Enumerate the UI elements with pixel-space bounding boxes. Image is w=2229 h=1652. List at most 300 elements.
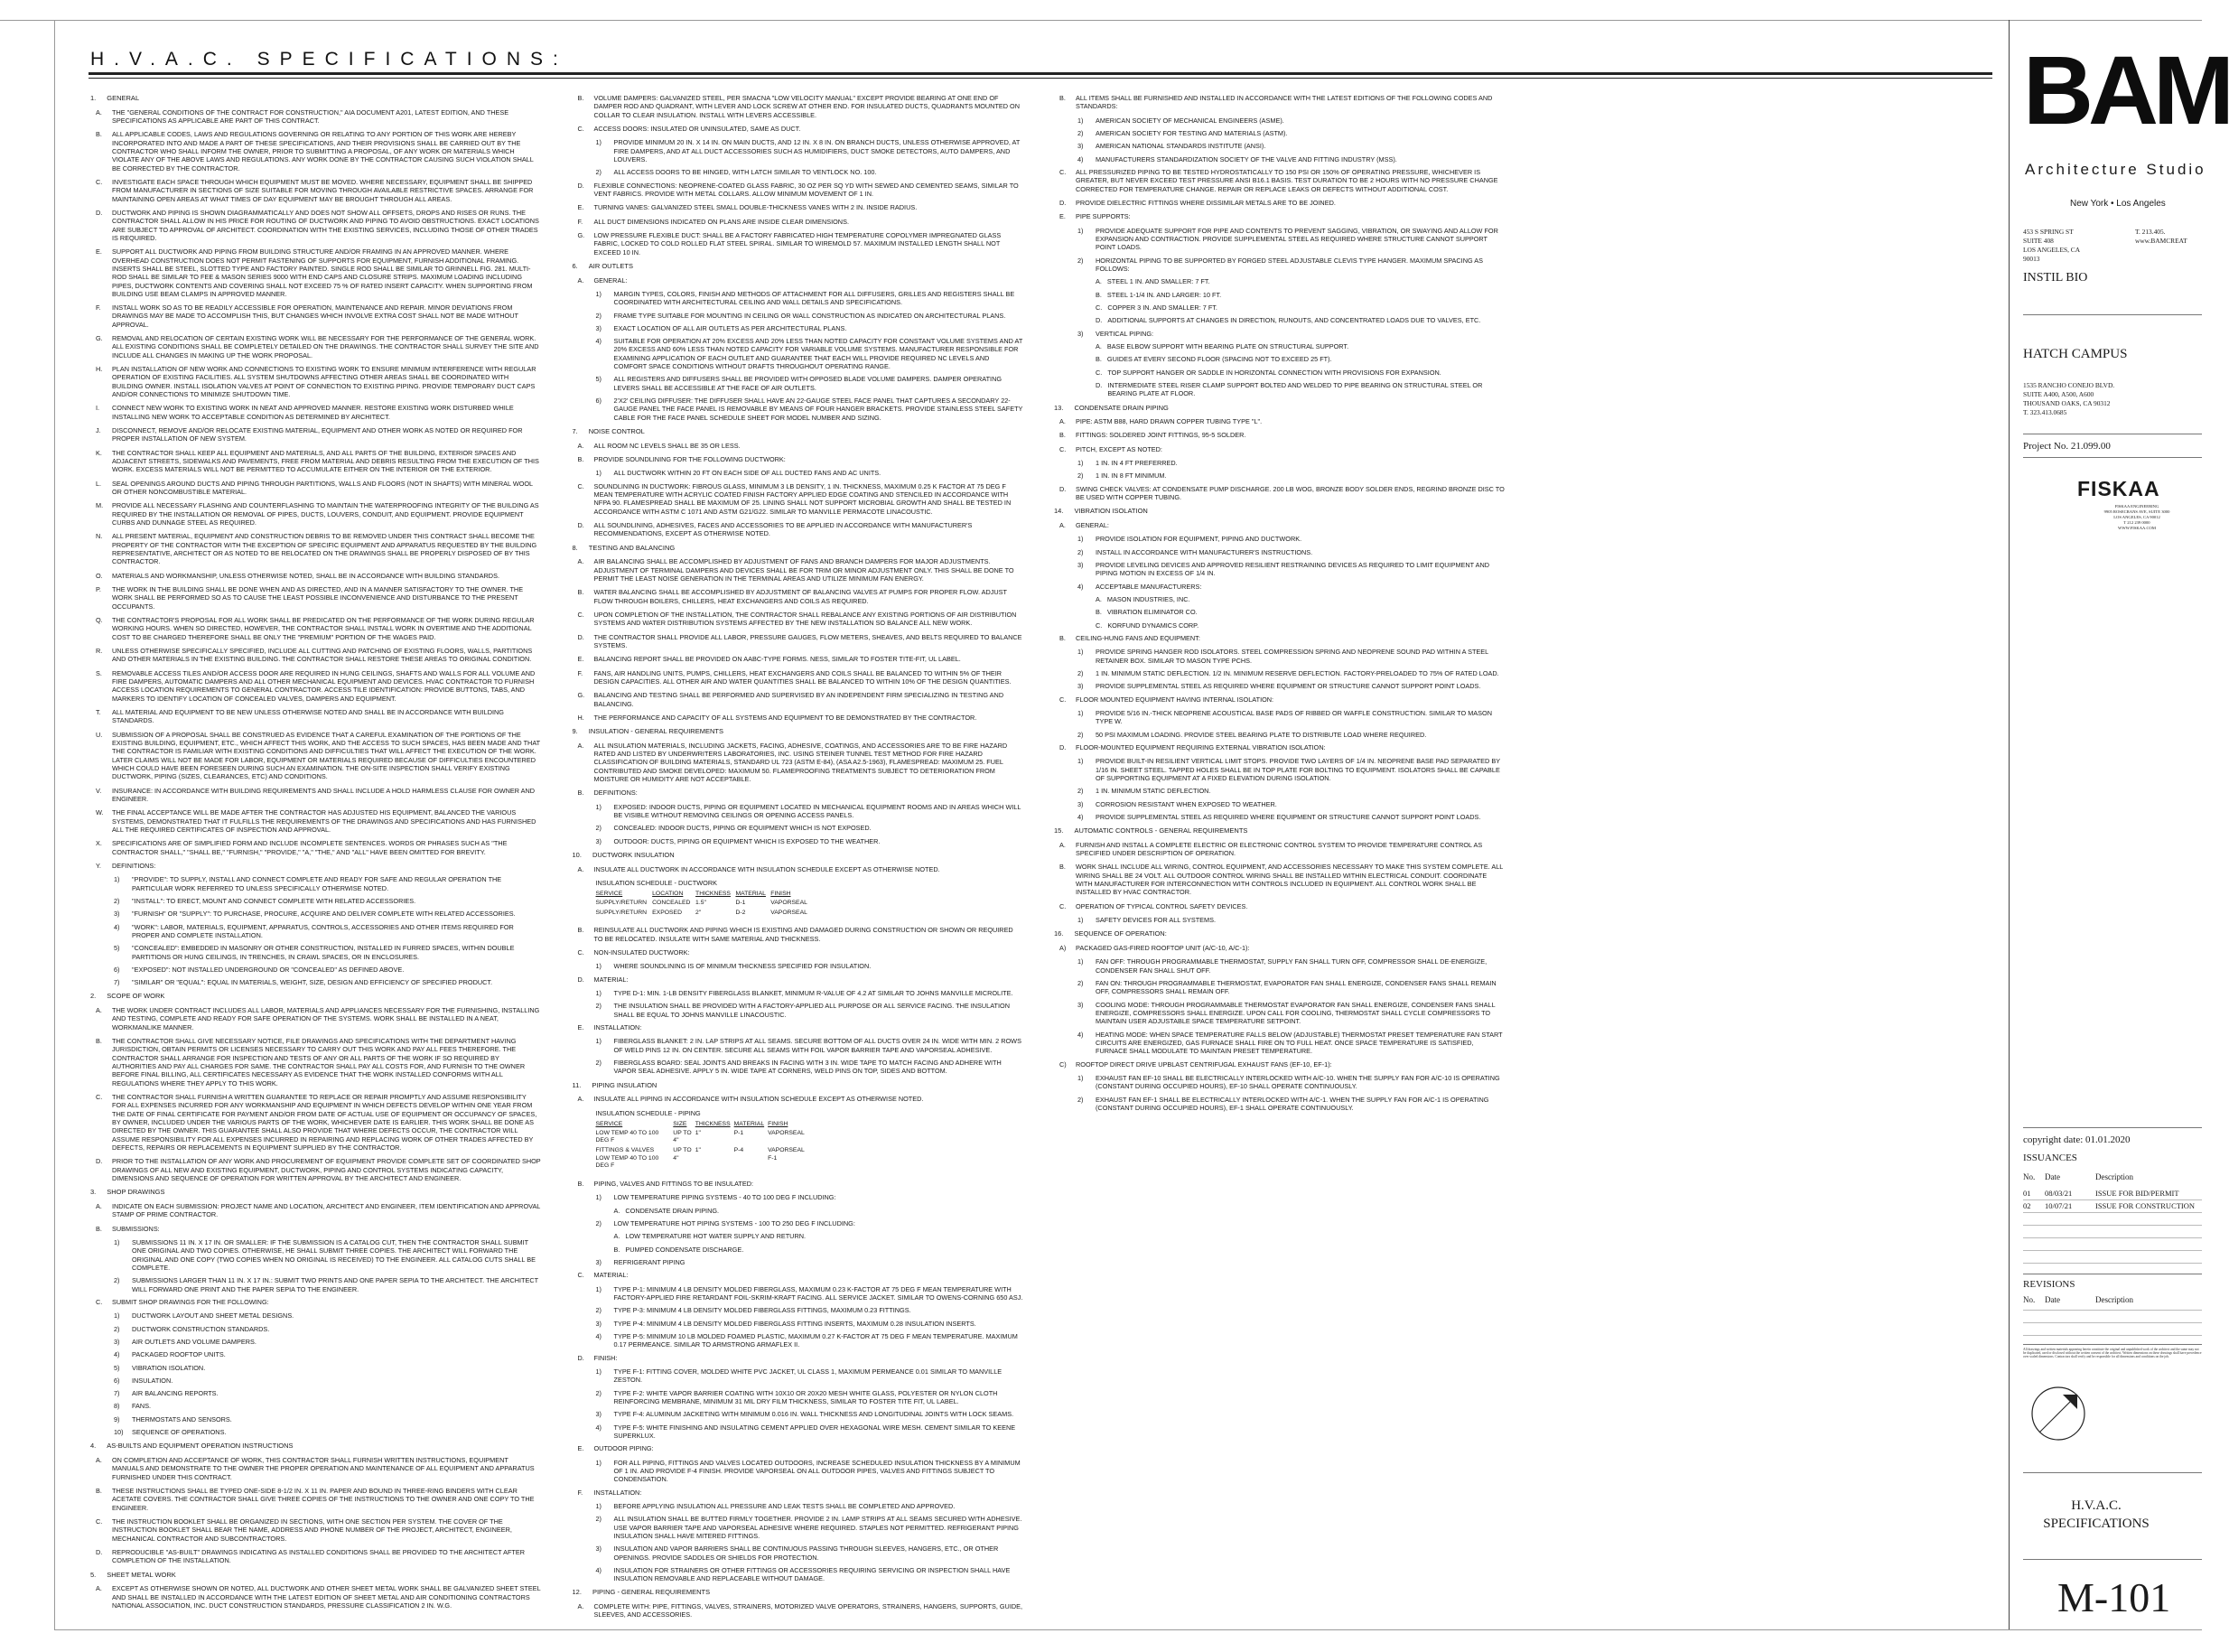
spec-item bbox=[96, 1298, 542, 1306]
spec-subitem bbox=[1077, 129, 1506, 137]
spec-subitem-text: 1 IN. MINIMUM STATIC DEFLECTION. bbox=[1096, 787, 1211, 796]
section-title: DUCTWORK INSULATION bbox=[592, 851, 675, 860]
spec-subitem-label: 3) bbox=[1077, 799, 1084, 808]
spec-subitem bbox=[114, 1377, 542, 1385]
schedule-cell: D-1 bbox=[735, 899, 746, 906]
spec-subsubitem-label: C. bbox=[1096, 303, 1103, 312]
spec-item-text: ALL DUCT DIMENSIONS INDICATED ON PLANS ARE INSIDE CLEAR DIMENSIONS. bbox=[593, 217, 849, 226]
spec-item-label: A. bbox=[96, 1584, 102, 1593]
spec-subitem-label: 2) bbox=[1077, 668, 1084, 677]
spec-item bbox=[96, 808, 542, 834]
page-title: H.V.A.C. SPECIFICATIONS: bbox=[90, 49, 568, 70]
spec-item bbox=[1059, 841, 1506, 858]
spec-subitem bbox=[114, 1364, 542, 1372]
spec-subitem-text: PROVIDE MINIMUM 20 IN. X 14 IN. ON MAIN DUCTS, AND 12 IN. X 8 IN. ON BRANCH DUCTS, UNLESS OTHERWISE APPROVED, AT FIRE DAMPERS, AND AT ALL DUCT ACCESSORIES SUCH AS HUMIDIFIERS, DUCT SMOKE DETECTORS, AUTO DAMPERS, AND LOUVERS. bbox=[613, 138, 1021, 163]
engineer-info: FISKAA ENGINEERING 9905 ROSECRANS AVE, SUITE 3000 LOS ANGELES, CA 90012 T 212 239 0000 WWW.FISKAA.COM bbox=[2103, 504, 2170, 530]
spec-subitem-label: 3) bbox=[595, 1257, 602, 1266]
spec-subitem-text: 2'X2' CEILING DIFFUSER: THE DIFFUSER SHALL HAVE AN 22-GAUGE STEEL FACE PANEL THAT CAPTURES A SECONDARY 22-GAUGE PANEL THE FACE PANEL IS REMOVABLE BY MEANS OF FOUR HANGER BRACKETS. PROVIDE STAINLESS STEEL SAFETY CABLE FOR THE FACE PANEL SCHEDULE SHEET FOR MODEL NUMBER AND SIZING. bbox=[613, 397, 1023, 422]
spec-item bbox=[578, 442, 1024, 450]
spec-subitem-label: 2) bbox=[1077, 256, 1084, 265]
spec-item-label: F. bbox=[577, 668, 583, 677]
spec-subsubitem-label: C. bbox=[1096, 368, 1103, 377]
spec-item bbox=[578, 789, 1024, 797]
schedule-cell: LOW TEMP 40 TO 100 DEG F bbox=[595, 1129, 659, 1144]
spec-item-text: PACKAGED GAS-FIRED ROOFTOP UNIT (A/C-10, A/C-1): bbox=[1076, 944, 1250, 953]
spec-subitem-label: 1) bbox=[595, 1284, 602, 1293]
spec-subitem-text: EXPOSED: INDOOR DUCTS, PIPING OR EQUIPMENT LOCATED IN MECHANICAL EQUIPMENT ROOMS AND IN AREAS WHICH WILL BE VISIBLE WITHOUT REMOVING CEILINGS OR OPENING ACCESS PANELS. bbox=[613, 802, 1021, 820]
spec-item-text: OPERATION OF TYPICAL CONTROL SAFETY DEVICES. bbox=[1076, 901, 1248, 910]
spec-item-text: FLOOR-MOUNTED EQUIPMENT REQUIRING EXTERNAL VIBRATION ISOLATION: bbox=[1076, 742, 1326, 751]
spec-subitem-label: 1) bbox=[1077, 916, 1084, 925]
spec-item bbox=[578, 865, 1024, 873]
section-number: 11. bbox=[572, 1080, 582, 1089]
issuance-row bbox=[2023, 1189, 2202, 1198]
spec-subitem-text: ALL DUCTWORK WITHIN 20 FT ON EACH SIDE OF ALL DUCTED FANS AND AC UNITS. bbox=[613, 469, 881, 478]
spec-item-text: PROVIDE ALL NECESSARY FLASHING AND COUNTERFLASHING TO MAINTAIN THE WATERPROOFING INTEGRITY OF THE BUILDING AS REQUIRED BY THE INSTALLATION OR REMOVAL OF PIPES, DUCTS, LOUVERS, CONDUIT, AND EQUIPMENT. PROVIDE EQUIPMENT CURBS AND DUNNAGE STEEL AS REQUIRED. bbox=[112, 501, 539, 527]
spec-item-text: MATERIALS AND WORKMANSHIP, UNLESS OTHERWISE NOTED, SHALL BE IN ACCORDANCE WITH BUILDING STANDARDS. bbox=[112, 571, 499, 580]
spec-item-text: ALL MATERIAL AND EQUIPMENT TO BE NEW UNLESS OTHERWISE NOTED AND SHALL BE IN ACCORDANCE WITH BUILDING STANDARDS. bbox=[112, 707, 504, 725]
spec-subitem-label: 8) bbox=[114, 1402, 120, 1411]
spec-item-label: A. bbox=[1059, 840, 1066, 849]
schedule-cell: 2" bbox=[695, 909, 702, 916]
section-title: GENERAL bbox=[107, 94, 140, 102]
schedule-cell: VAPORSEAL bbox=[770, 899, 807, 906]
spec-subitem-text: FAN OFF: THROUGH PROGRAMMABLE THERMOSTAT, SUPPLY FAN SHALL TURN OFF, COMPRESSOR SHALL DE-ENERGIZE, CONDENSER FAN SHALL SHUT OFF. bbox=[1096, 957, 1488, 975]
spec-item-label: A. bbox=[577, 1602, 584, 1611]
spec-item bbox=[1059, 168, 1506, 193]
spec-item bbox=[96, 209, 542, 242]
spec-item-text: FINISH: bbox=[593, 1353, 618, 1362]
spec-item-text: PROVIDE DIELECTRIC FITTINGS WHERE DISSIMILAR METALS ARE TO BE JOINED. bbox=[1076, 198, 1336, 207]
spec-subsubitem-text: CONDENSATE DRAIN PIPING. bbox=[625, 1206, 720, 1215]
spec-subitem bbox=[596, 312, 1024, 320]
spec-subitem-label: 4) bbox=[1077, 582, 1084, 591]
spec-subitem bbox=[596, 1423, 1024, 1441]
spec-item-label: I. bbox=[96, 404, 100, 413]
spec-item-text: GENERAL: bbox=[593, 275, 628, 285]
spec-subitem bbox=[114, 1276, 542, 1293]
issuance-no: 02 bbox=[2023, 1201, 2031, 1210]
title-block-rule bbox=[2023, 1127, 2202, 1128]
section-heading bbox=[573, 262, 1024, 271]
title-block-rule bbox=[2023, 314, 2202, 315]
spec-item-text: THE FINAL ACCEPTANCE WILL BE MADE AFTER THE CONTRACTOR HAS ADJUSTED HIS EQUIPMENT, BALANCED THE VARIOUS SYSTEMS, DEMONSTRATED THAT IT FULFILLS THE REQUIREMENTS OF THE DRAWINGS AND SPECIFICATIONS AND HAS FURNISHED ALL THE REQUIRED CERTIFICATES OF INSPECTION AND APPROVAL. bbox=[112, 808, 536, 834]
spec-subitem bbox=[596, 824, 1024, 832]
spec-subitem-text: AMERICAN SOCIETY FOR TESTING AND MATERIALS (ASTM). bbox=[1096, 128, 1288, 137]
spec-subitem-text: HORIZONTAL PIPING TO BE SUPPORTED BY FORGED STEEL ADJUSTABLE CLEVIS TYPE HANGER. MAXIMUM SPACING AS FOLLOWS: bbox=[1096, 256, 1483, 273]
spec-subitem-label: 1) bbox=[1077, 226, 1084, 235]
spec-subitem bbox=[114, 1325, 542, 1333]
spec-item-text: DUCTWORK AND PIPING IS SHOWN DIAGRAMMATICALLY AND DOES NOT SHOW ALL OFFSETS, DROPS AND RISES OR RUNS. THE CONTRACTOR SHALL ALLOW IN HIS PRICE FOR ROUTING OF DUCTWORK AND PIPING TO AVOID OBSTRUCTIONS. EXACT LOCATIONS ARE SUBJECT TO APPROVAL OF ARCHITECT. COORDINATION WITH THE EXISTING SERVICES, INCLUDING THOSE OF OTHER TRADES IS REQUIRED. bbox=[112, 208, 539, 242]
spec-subsubitem-text: TOP SUPPORT HANGER OR SADDLE IN HORIZONTAL CONNECTION WITH PROVISIONS FOR EXPANSION. bbox=[1107, 368, 1441, 377]
spec-subitem bbox=[596, 290, 1024, 307]
spec-item-label: D. bbox=[96, 1548, 103, 1557]
spec-section bbox=[90, 1442, 542, 1564]
spec-subitem bbox=[596, 1459, 1024, 1484]
spec-subsubitem-text: MASON INDUSTRIES, INC. bbox=[1106, 594, 1190, 603]
spec-subitem-label: 3) bbox=[1077, 142, 1084, 151]
spec-item bbox=[578, 482, 1024, 516]
disclaimer-text: All drawings and written materials appearing herein constitute the original and unpublished work of the architect and the same may not be duplicated, used or disclosed without the written consent of the architect. Written dimensions on these drawings shall have precedence over scaled dimensions. Contractors shall verify and be responsible for all dimensions and conditions on the job. bbox=[2023, 1348, 2202, 1359]
spec-item-label: B. bbox=[96, 1487, 102, 1496]
spec-item-label: A. bbox=[577, 441, 584, 450]
schedule-header: THICKNESS bbox=[695, 891, 731, 898]
spec-item-label: L. bbox=[96, 479, 102, 488]
spec-subitem bbox=[114, 1402, 542, 1410]
spec-subitem bbox=[1077, 142, 1506, 150]
spec-subitem-text: LOW TEMPERATURE HOT PIPING SYSTEMS - 100 TO 250 DEG F INCLUDING: bbox=[613, 1218, 855, 1227]
spec-subsubitem-label: C. bbox=[1096, 621, 1103, 630]
spec-subitem-text: FAN ON: THROUGH PROGRAMMABLE THERMOSTAT, EVAPORATOR FAN SHALL ENERGIZE, CONDENSER FANS SHALL REMAIN OFF, COMPRESSORS SHALL REMAIN OFF. bbox=[1096, 979, 1497, 996]
spec-subitem-label: 4) bbox=[114, 1350, 120, 1359]
spec-item-text: INSTALLATION: bbox=[593, 1022, 642, 1031]
spec-item-text: THE WORK UNDER CONTRACT INCLUDES ALL LABOR, MATERIALS AND APPLIANCES NECESSARY FOR THE FURNISHING, INSTALLING AND TESTING, COMPLETE AND READY FOR SAFE OPERATION OF THE SYSTEMS. WORK SHALL BE INSTALLED IN A NEAT, WORKMANLIKE MANNER. bbox=[112, 1006, 540, 1031]
spec-subitem bbox=[596, 1515, 1024, 1540]
spec-subitem-label: 3) bbox=[595, 1410, 602, 1419]
spec-item-label: A. bbox=[577, 557, 584, 566]
spec-item-label: F. bbox=[577, 217, 583, 226]
spec-subitem-label: 3) bbox=[595, 836, 602, 845]
spec-item bbox=[1059, 94, 1506, 111]
spec-item-text: ON COMPLETION AND ACCEPTANCE OF WORK, THIS CONTRACTOR SHALL FURNISH WRITTEN INSTRUCTIONS, EQUIPMENT MANUALS AND DEMONSTRATE TO THE OWNER THE PROPER OPERATION AND MAINTENANCE OF ALL EQUIPMENT AND APPARATUS FURNISHED UNDER THIS CONTRACT. bbox=[112, 1456, 535, 1481]
spec-item-label: U. bbox=[96, 730, 103, 739]
spec-item bbox=[96, 1202, 542, 1219]
section-number: 16. bbox=[1054, 929, 1064, 938]
spec-item bbox=[578, 1023, 1024, 1031]
spec-item-text: ALL PRESSURIZED PIPING TO BE TESTED HYDROSTATICALLY TO 150 PSI OR 150% OF OPERATING PRESSURE, WHICHEVER IS GREATER, BUT NEVER EXCEED TEST PRESSURE ANSI B16.1 BASIS. TEST DURATION TO BE 2 HOURS WITH NO PRESSURE CHANGE CORRECTED FOR TEMPERATURE CHANGE. REPAIR OR REPLACE LEAKS OR DEFECTS WITHOUT ADDITIONAL COST. bbox=[1076, 167, 1498, 193]
firm-subtitle: Architecture Studio bbox=[2025, 161, 2206, 178]
spec-item-label: C. bbox=[577, 1271, 584, 1280]
col-description: Description bbox=[2095, 1172, 2133, 1181]
spec-item-text: THE CONTRACTOR'S PROPOSAL FOR ALL WORK SHALL BE PREDICATED ON THE PERFORMANCE OF THE WORK DURING REGULAR WORKING HOURS. WHEN SO DIRECTED, HOWEVER, THE CONTRACTOR SHALL INSTALL WORK IN OVERTIME AND THE ADDITIONAL COST TO BE CHARGED THEREFORE SHALL BE ONLY THE "PREMIUM" PORTION OF THE WAGES PAID. bbox=[112, 616, 535, 641]
schedule-cell: VAPORSEAL bbox=[770, 909, 807, 916]
section-heading bbox=[573, 544, 1024, 553]
spec-item bbox=[1059, 944, 1506, 952]
spec-subitem-label: 1) bbox=[595, 1193, 602, 1202]
section-number: 13. bbox=[1054, 403, 1064, 412]
spec-subitem-text: 1 IN. MINIMUM STATIC DEFLECTION. 1/2 IN. MINIMUM RESERVE DEFLECTION. FACTORY-PRELOADED TO 75% OF RATED LOAD. bbox=[1096, 668, 1499, 677]
spec-item bbox=[96, 449, 542, 474]
spec-subsubitem-text: KORFUND DYNAMICS CORP. bbox=[1107, 621, 1199, 630]
spec-item-label: A. bbox=[577, 275, 584, 285]
spec-subitem-label: 1) bbox=[595, 1367, 602, 1376]
spec-section bbox=[1054, 929, 1506, 1112]
sheet-border-left bbox=[54, 20, 55, 1629]
spec-subitem-label: 2) bbox=[114, 896, 120, 905]
spec-subsubitem bbox=[1096, 303, 1506, 312]
schedule-header: FINISH bbox=[770, 891, 791, 898]
schedule-row bbox=[596, 1147, 813, 1172]
spec-subitem-label: 2) bbox=[595, 311, 602, 320]
insulation-schedule-table bbox=[596, 891, 813, 919]
section-title: SHEET METAL WORK bbox=[107, 1570, 176, 1579]
spec-item-text: PITCH, EXCEPT AS NOTED: bbox=[1076, 444, 1162, 453]
spec-subitem-text: VIBRATION ISOLATION. bbox=[132, 1363, 206, 1372]
issuance-no: 01 bbox=[2023, 1189, 2031, 1198]
spec-item bbox=[96, 334, 542, 359]
spec-subitem bbox=[596, 989, 1024, 997]
spec-subitem-text: "INSTALL": TO ERECT, MOUNT AND CONNECT COMPLETE WITH RELATED ACCESSORIES. bbox=[132, 896, 416, 905]
spec-item-label: D. bbox=[577, 521, 584, 529]
spec-item-label: W. bbox=[96, 808, 104, 817]
spec-item-label: B. bbox=[96, 1224, 102, 1233]
section-number: 1. bbox=[90, 94, 97, 102]
schedule-header: LOCATION bbox=[652, 891, 684, 898]
spec-subsubitem-label: B. bbox=[1096, 290, 1102, 299]
spec-subitem-label: 2) bbox=[595, 168, 602, 177]
spec-subitem-label: 1) bbox=[1077, 648, 1084, 657]
schedule-row bbox=[596, 1130, 813, 1147]
spec-item-label: E. bbox=[96, 247, 102, 257]
spec-item-text: OUTDOOR PIPING: bbox=[593, 1444, 654, 1453]
spec-subsubitem-label: B. bbox=[613, 1245, 620, 1254]
section-heading bbox=[573, 1588, 1024, 1597]
spec-item-label: B. bbox=[1059, 633, 1066, 642]
spec-item bbox=[1059, 445, 1506, 453]
spec-section bbox=[573, 544, 1024, 723]
spec-item-text: REINSULATE ALL DUCTWORK AND PIPING WHICH IS EXISTING AND DAMAGED DURING CONSTRUCTION OR SHOWN OR REQUIRED TO BE RELOCATED. INSULATE WITH SAME MATERIAL AND THICKNESS. bbox=[593, 926, 1013, 943]
spec-subitem bbox=[1077, 669, 1506, 677]
spec-subitem bbox=[1077, 979, 1506, 996]
spec-section bbox=[90, 1188, 542, 1436]
spec-item bbox=[96, 1517, 542, 1543]
spec-subitem-text: COOLING MODE: THROUGH PROGRAMMABLE THERMOSTAT EVAPORATOR FAN SHALL ENERGIZE, CONDENSER FANS SHALL ENERGIZE, COMPRESSORS SHALL ENERGIZE. UPON CALL FOR COOLING, THERMOSTAT SHALL CYCLE COMPRESSORS TO MAINTAIN USER ADJUSTABLE SPACE TEMPERATURE SETPOINT. bbox=[1096, 1000, 1496, 1026]
spec-item-label: B. bbox=[1059, 431, 1066, 440]
spec-item bbox=[578, 948, 1024, 957]
spec-subitem-label: 4) bbox=[595, 1565, 602, 1574]
spec-subitem-text: FIBERGLASS BOARD: SEAL JOINTS AND BREAKS IN FACING WITH 3 IN. WIDE TAPE TO MATCH FACING AND ADHERE WITH VAPOR SEAL ADHESIVE. APPLY 5 IN. WIDE TAPE AT CORNERS, WELD PINS ON TOP, SIDES AND BOTTOM. bbox=[613, 1058, 1002, 1076]
client-name: INSTIL BIO bbox=[2023, 271, 2088, 285]
spec-item-label: H. bbox=[96, 365, 103, 374]
section-heading bbox=[573, 727, 1024, 736]
spec-subsubitem-label: A. bbox=[613, 1206, 620, 1215]
spec-item-label: A. bbox=[1059, 521, 1066, 530]
spec-item-text: INVESTIGATE EACH SPACE THROUGH WHICH EQUIPMENT MUST BE MOVED. WHERE NECESSARY, EQUIPMENT SHALL BE SHIPPED FROM MANUFACTURER IN SECTIONS OF SIZE SUITABLE FOR MOVING THROUGH AVAILABLE RESTRICTIVE SPACES. ARRANGE FOR MAINTAINING OPEN AREAS AT WHAT TIMES OF DAY EQUIPMENT MAY BE BROUGHT THROUGH ALL AREAS. bbox=[112, 177, 534, 203]
schedule-header: SIZE bbox=[673, 1120, 687, 1127]
spec-subitem-text: INSULATION FOR STRAINERS OR OTHER FITTINGS OR ACCESSORIES REQUIRING SERVICING OR INSPECTION SHALL HAVE INSULATION REMOVABLE AND REPLACEABLE WITHOUT DAMAGE. bbox=[613, 1565, 1011, 1583]
copyright-date: copyright date: 01.01.2020 bbox=[2023, 1134, 2131, 1145]
spec-item bbox=[578, 1180, 1024, 1188]
spec-subsubitem-text: ADDITIONAL SUPPORTS AT CHANGES IN DIRECTION, RUNOUTS, AND CONCENTRATED LOADS DUE TO VALVES, ETC. bbox=[1107, 316, 1481, 325]
spec-subitem-text: MARGIN TYPES, COLORS, FINISH AND METHODS OF ATTACHMENT FOR ALL DIFFUSERS, GRILLES AND REGISTERS SHALL BE COORDINATED WITH ARCHITECTURAL CEILING AND WALL DETAILS AND SPECIFICATIONS. bbox=[613, 289, 1015, 307]
spec-item bbox=[96, 1456, 542, 1481]
spec-subitem-label: 4) bbox=[114, 922, 120, 931]
spec-subitem-text: 50 PSI MAXIMUM LOADING. PROVIDE STEEL BEARING PLATE TO DISTRIBUTE LOAD WHERE REQUIRED. bbox=[1096, 730, 1427, 739]
spec-subitem-label: 1) bbox=[1077, 116, 1084, 125]
spec-subitem bbox=[596, 324, 1024, 332]
spec-item-label: H. bbox=[577, 713, 584, 722]
spec-subitem-label: 10) bbox=[114, 1428, 124, 1437]
section-heading bbox=[90, 1188, 542, 1197]
col-no: No. bbox=[2023, 1295, 2036, 1304]
spec-item bbox=[96, 1157, 542, 1182]
spec-subitem-label: 3) bbox=[1077, 329, 1084, 338]
spec-item bbox=[1059, 863, 1506, 896]
spec-item-text: COMPLETE WITH: PIPE, FITTINGS, VALVES, STRAINERS, MOTORIZED VALVE OPERATORS, STRAINERS, HANGERS, SUPPORTS, GUIDE, SLEEVES, AND ACCESSORIES. bbox=[593, 1602, 1023, 1619]
spec-subitem bbox=[1077, 1031, 1506, 1056]
spec-item bbox=[96, 1487, 542, 1512]
schedule-header: MATERIAL bbox=[735, 891, 766, 898]
spec-item-label: C. bbox=[577, 610, 584, 619]
spec-item bbox=[578, 975, 1024, 984]
title-block bbox=[2023, 27, 2229, 1626]
project-number: Project No. 21.099.00 bbox=[2023, 441, 2111, 452]
spec-subitem-label: 1) bbox=[595, 138, 602, 147]
spec-subitem bbox=[1077, 731, 1506, 739]
spec-subitem bbox=[1077, 916, 1506, 924]
spec-item-label: A. bbox=[1059, 417, 1066, 426]
spec-item-text: WORK SHALL INCLUDE ALL WIRING, CONTROL EQUIPMENT, AND ACCESSORIES NECESSARY TO MAKE THIS SYSTEM COMPLETE. ALL WIRING SHALL BE 24 VOLT. ALL OUTDOOR CONTROL WIRING SHALL BE INSTALLED WITHIN ELECTRICAL CONDUIT. COORDINATE WITH MANUFACTURER FOR INTERCONNECTION WITH CONTROLS INCLUDED IN EQUIPMENT. ALL CONTROL WORK SHALL BE INSTALLED BY HVAC CONTRACTOR. bbox=[1076, 863, 1504, 897]
spec-item bbox=[96, 404, 542, 421]
spec-subitem bbox=[596, 138, 1024, 163]
section-heading bbox=[573, 851, 1024, 860]
spec-subitem bbox=[114, 923, 542, 940]
spec-subsubitem-label: A. bbox=[1096, 341, 1102, 350]
spec-item-text: FURNISH AND INSTALL A COMPLETE ELECTRIC OR ELECTRONIC CONTROL SYSTEM TO PROVIDE TEMPERATURE CONTROL AS SPECIFIED UNDER DESCRIPTION OF OPERATION. bbox=[1076, 840, 1483, 858]
spec-item-label: Y. bbox=[96, 861, 101, 870]
spec-item-text: SUBMISSIONS: bbox=[112, 1224, 160, 1233]
spec-item-label: C. bbox=[577, 124, 584, 133]
spec-item bbox=[578, 1271, 1024, 1279]
spec-subitem-label: 2) bbox=[595, 1515, 602, 1524]
spec-item-text: PRIOR TO THE INSTALLATION OF ANY WORK AND PROCUREMENT OF EQUIPMENT PROVIDE COMPLETE SET OF COORDINATED SHOP DRAWINGS OF ALL NEW AND EXISTING EQUIPMENT, DUCTWORK, PIPING AND CONTROL SYSTEMS INDICATING CAPACITY, DIMENSIONS AND SEQUENCE OF OPERATION FOR WRITTEN APPROVAL BY THE ARCHITECT AND ENGINEER. bbox=[112, 1157, 541, 1182]
spec-item-text: ACCESS DOORS: INSULATED OR UNINSULATED, SAME AS DUCT. bbox=[593, 124, 801, 133]
spec-item-text: PIPING, VALVES AND FITTINGS TO BE INSULATED: bbox=[593, 1180, 754, 1188]
spec-subitem bbox=[1077, 1001, 1506, 1026]
spec-item-label: C. bbox=[1059, 167, 1067, 176]
spec-subitem bbox=[114, 1389, 542, 1397]
schedule-cell: D-2 bbox=[735, 909, 746, 916]
spec-item-text: LOW PRESSURE FLEXIBLE DUCT: SHALL BE A FACTORY FABRICATED HIGH TEMPERATURE COPOLYMER IMPREGNATED GLASS FABRIC, LOCKED TO COLD ROLLED FLAT STEEL SPIRAL. SIMILAR TO WIREMOLD 57. MAXIMUM INSTALLED LENGTH SHALL NOT EXCEED 10 IN. bbox=[593, 230, 1002, 257]
spec-subsubitem bbox=[1096, 355, 1506, 363]
spec-subitem bbox=[1077, 330, 1506, 338]
spec-subsubitem-text: LOW TEMPERATURE HOT WATER SUPPLY AND RETURN. bbox=[625, 1232, 807, 1241]
spec-item-text: ALL ITEMS SHALL BE FURNISHED AND INSTALLED IN ACCORDANCE WITH THE LATEST EDITIONS OF THE FOLLOWING CODES AND STANDARDS: bbox=[1076, 94, 1493, 111]
spec-item-label: C. bbox=[1059, 444, 1067, 453]
spec-item-label: K. bbox=[96, 448, 102, 457]
spec-subitem-label: 1) bbox=[595, 1037, 602, 1046]
spec-item-text: INSTALLATION: bbox=[593, 1488, 642, 1497]
spec-subitem-text: AMERICAN SOCIETY OF MECHANICAL ENGINEERS (ASME). bbox=[1096, 116, 1284, 125]
spec-subitem bbox=[596, 375, 1024, 392]
section-number: 3. bbox=[90, 1188, 97, 1197]
spec-item bbox=[96, 1584, 542, 1610]
spec-item bbox=[1059, 431, 1506, 439]
spec-item-label: D. bbox=[577, 181, 584, 190]
spec-subitem bbox=[114, 944, 542, 961]
spec-item-label: C. bbox=[577, 481, 584, 490]
spec-item-label: A) bbox=[1059, 944, 1067, 953]
spec-item-text: SEAL OPENINGS AROUND DUCTS AND PIPING THROUGH PARTITIONS, WALLS AND FLOORS (NOT IN SHAFTS) WITH MINERAL WOOL OR OTHER NONCOMBUSTIBLE MATERIAL. bbox=[112, 479, 533, 497]
spec-item-label: C. bbox=[96, 1297, 103, 1306]
spec-subitem-label: 3) bbox=[1077, 1000, 1084, 1009]
spec-subitem-label: 2) bbox=[1077, 787, 1084, 796]
spec-subitem-label: 4) bbox=[1077, 1030, 1084, 1039]
section-number: 8. bbox=[572, 543, 578, 552]
section-title: VIBRATION ISOLATION bbox=[1074, 507, 1148, 516]
spec-subitem bbox=[596, 1502, 1024, 1510]
spec-item-label: C. bbox=[96, 177, 103, 186]
spec-section bbox=[90, 94, 542, 986]
spec-subitem-text: "SIMILAR" OR "EQUAL": EQUAL IN MATERIALS, WEIGHT, SIZE, DESIGN AND EFFICIENCY OF SPECIFIED PRODUCT. bbox=[132, 978, 493, 987]
spec-section bbox=[573, 851, 1024, 1076]
spec-subsubitem bbox=[1096, 621, 1506, 630]
spec-subitem-label: 4) bbox=[595, 1331, 602, 1340]
spec-subitem-label: 7) bbox=[114, 1389, 120, 1398]
spec-subitem-text: "CONCEALED": EMBEDDED IN MASONRY OR OTHER CONSTRUCTION, INSTALLED IN FURRED SPACES, WITHIN DOUBLE PARTITIONS OR HUNG CEILINGS, IN TRENCHES, IN CRAWL SPACES, OR IN ENCLOSURES. bbox=[132, 944, 515, 961]
section-number: 7. bbox=[572, 427, 578, 436]
spec-item bbox=[1059, 485, 1506, 502]
spec-subitem-text: HEATING MODE: WHEN SPACE TEMPERATURE FALLS BELOW (ADJUSTABLE) THERMOSTAT PRESET TEMPERATURE FAN START CIRCUITS ARE ENERGIZED, GAS FURNACE SHALL FIRE ON TO FULL HEAT. ONCE SPACE TEMPERATURE IS SATISFIED, FURNACE SHALL MODULATE TO MAINTAIN PRESET TEMPERATURE. bbox=[1096, 1030, 1503, 1056]
section-heading bbox=[573, 427, 1024, 436]
section-number: 6. bbox=[572, 261, 578, 270]
spec-item bbox=[96, 708, 542, 725]
spec-subitem bbox=[114, 1350, 542, 1358]
spec-subitem-text: "PROVIDE": TO SUPPLY, INSTALL AND CONNECT COMPLETE AND READY FOR SAFE AND REGULAR OPERATION THE PARTICULAR WORK REFERRED TO UNLESS SPECIFICALLY OTHERWISE NOTED. bbox=[132, 875, 502, 892]
spec-item bbox=[96, 130, 542, 173]
section-title: NOISE CONTROL bbox=[588, 427, 645, 436]
spec-item-label: B. bbox=[577, 789, 584, 798]
spec-item-text: INDICATE ON EACH SUBMISSION: PROJECT NAME AND LOCATION, ARCHITECT AND ENGINEER, ITEM IDENTIFICATION AND APPROVAL STAMP OF PRIME CONTRACTOR. bbox=[112, 1201, 541, 1219]
spec-item bbox=[96, 572, 542, 580]
spec-item-label: S. bbox=[96, 668, 102, 677]
spec-item-text: DEFINITIONS: bbox=[593, 789, 638, 798]
spec-subitem bbox=[596, 1258, 1024, 1266]
spec-item bbox=[96, 647, 542, 664]
spec-subitem-label: 3) bbox=[1077, 561, 1084, 569]
spec-item-text: THE PERFORMANCE AND CAPACITY OF ALL SYSTEMS AND EQUIPMENT TO BE DEMONSTRATED BY THE CONTRACTOR. bbox=[593, 713, 977, 722]
spec-item-label: C. bbox=[1059, 901, 1067, 910]
spec-subitem bbox=[596, 1059, 1024, 1076]
spec-item bbox=[578, 1489, 1024, 1497]
revisions-title: REVISIONS bbox=[2023, 1279, 2075, 1290]
title-underline-thin bbox=[89, 78, 1992, 79]
issuance-description: ISSUE FOR CONSTRUCTION bbox=[2095, 1201, 2196, 1210]
spec-subitem-text: INSULATION. bbox=[132, 1376, 173, 1385]
section-heading bbox=[1054, 507, 1506, 516]
spec-subitem-label: 5) bbox=[114, 1363, 120, 1372]
spec-item bbox=[578, 1354, 1024, 1362]
schedule-cell: 1.5" bbox=[695, 899, 706, 906]
title-block-rule bbox=[2023, 1344, 2202, 1345]
spec-subitem bbox=[596, 1002, 1024, 1019]
spec-subitem-label: 1) bbox=[1077, 757, 1084, 766]
spec-subitem-label: 3) bbox=[1077, 682, 1084, 691]
spec-item-text: INSULATE ALL DUCTWORK IN ACCORDANCE WITH INSULATION SCHEDULE EXCEPT AS OTHERWISE NOTED. bbox=[593, 864, 940, 873]
spec-subitem-text: TYPE F-2: WHITE VAPOR BARRIER COATING WITH 10X10 OR 20X20 MESH WHITE GLASS, POLYESTER OR NYLON CLOTH REINFORCING MEMBRANE, MINIMUM 31 MIL DRY FILM THICKNESS, SIMILAR TO FOSTER TITE FIT, UL LABEL. bbox=[613, 1388, 998, 1405]
schedule-header: MATERIAL bbox=[733, 1120, 765, 1127]
spec-item-text: SPECIFICATIONS ARE OF SIMPLIFIED FORM AND INCLUDE INCOMPLETE SENTENCES. WORDS OR PHRASES SUCH AS "THE CONTRACTOR SHALL," "SHALL BE," "FURNISH," "PROVIDE," "A," "THE," AND "ALL" HAVE BEEN OMITTED FOR BREVITY. bbox=[112, 839, 508, 856]
spec-subitem-text: INSTALL IN ACCORDANCE WITH MANUFACTURER'S INSTRUCTIONS. bbox=[1096, 547, 1313, 556]
spec-item-label: O. bbox=[96, 571, 103, 580]
spec-subitem bbox=[596, 1193, 1024, 1201]
spec-subitem bbox=[596, 1332, 1024, 1349]
spec-item-text: CONNECT NEW WORK TO EXISTING WORK IN NEAT AND APPROVED MANNER. RESTORE EXISTING WORK DISTURBED WHILE INSTALLING NEW WORK TO ACCEPTABLE CONDITION AS DETERMINED BY ARCHITECT. bbox=[112, 404, 514, 421]
spec-subitem-text: ACCEPTABLE MANUFACTURERS: bbox=[1096, 582, 1202, 591]
schedule-cell: 1" bbox=[695, 1129, 701, 1136]
spec-item-label: T. bbox=[96, 707, 101, 716]
spec-item-text: AIR BALANCING SHALL BE ACCOMPLISHED BY ADJUSTMENT OF FANS AND BRANCH DAMPERS FOR MAJOR ADJUSTMENTS. ADJUSTMENT OF TERMINAL DAMPERS AND DEVICES SHALL BE FOR TRIM OR MINOR ADJUSTMENT ONLY. THIS SHALL BE DONE TO PERMIT THE LEAST NOISE GENERATION IN THE TERMINAL AREAS AND UTILIZE MINIMUM FAN ENERGY. bbox=[593, 557, 1014, 583]
spec-item-label: B. bbox=[577, 926, 584, 935]
firm-cities: New York • Los Angeles bbox=[2070, 199, 2166, 209]
spec-item-label: C. bbox=[96, 1093, 103, 1102]
issuance-line bbox=[2023, 1237, 2202, 1238]
spec-subitem-text: CORROSION RESISTANT WHEN EXPOSED TO WEATHER. bbox=[1096, 799, 1277, 808]
spec-subitem bbox=[114, 1415, 542, 1423]
spec-item-label: A. bbox=[577, 741, 584, 750]
spec-subsubitem bbox=[1096, 369, 1506, 377]
spec-item-label: G. bbox=[577, 230, 585, 239]
